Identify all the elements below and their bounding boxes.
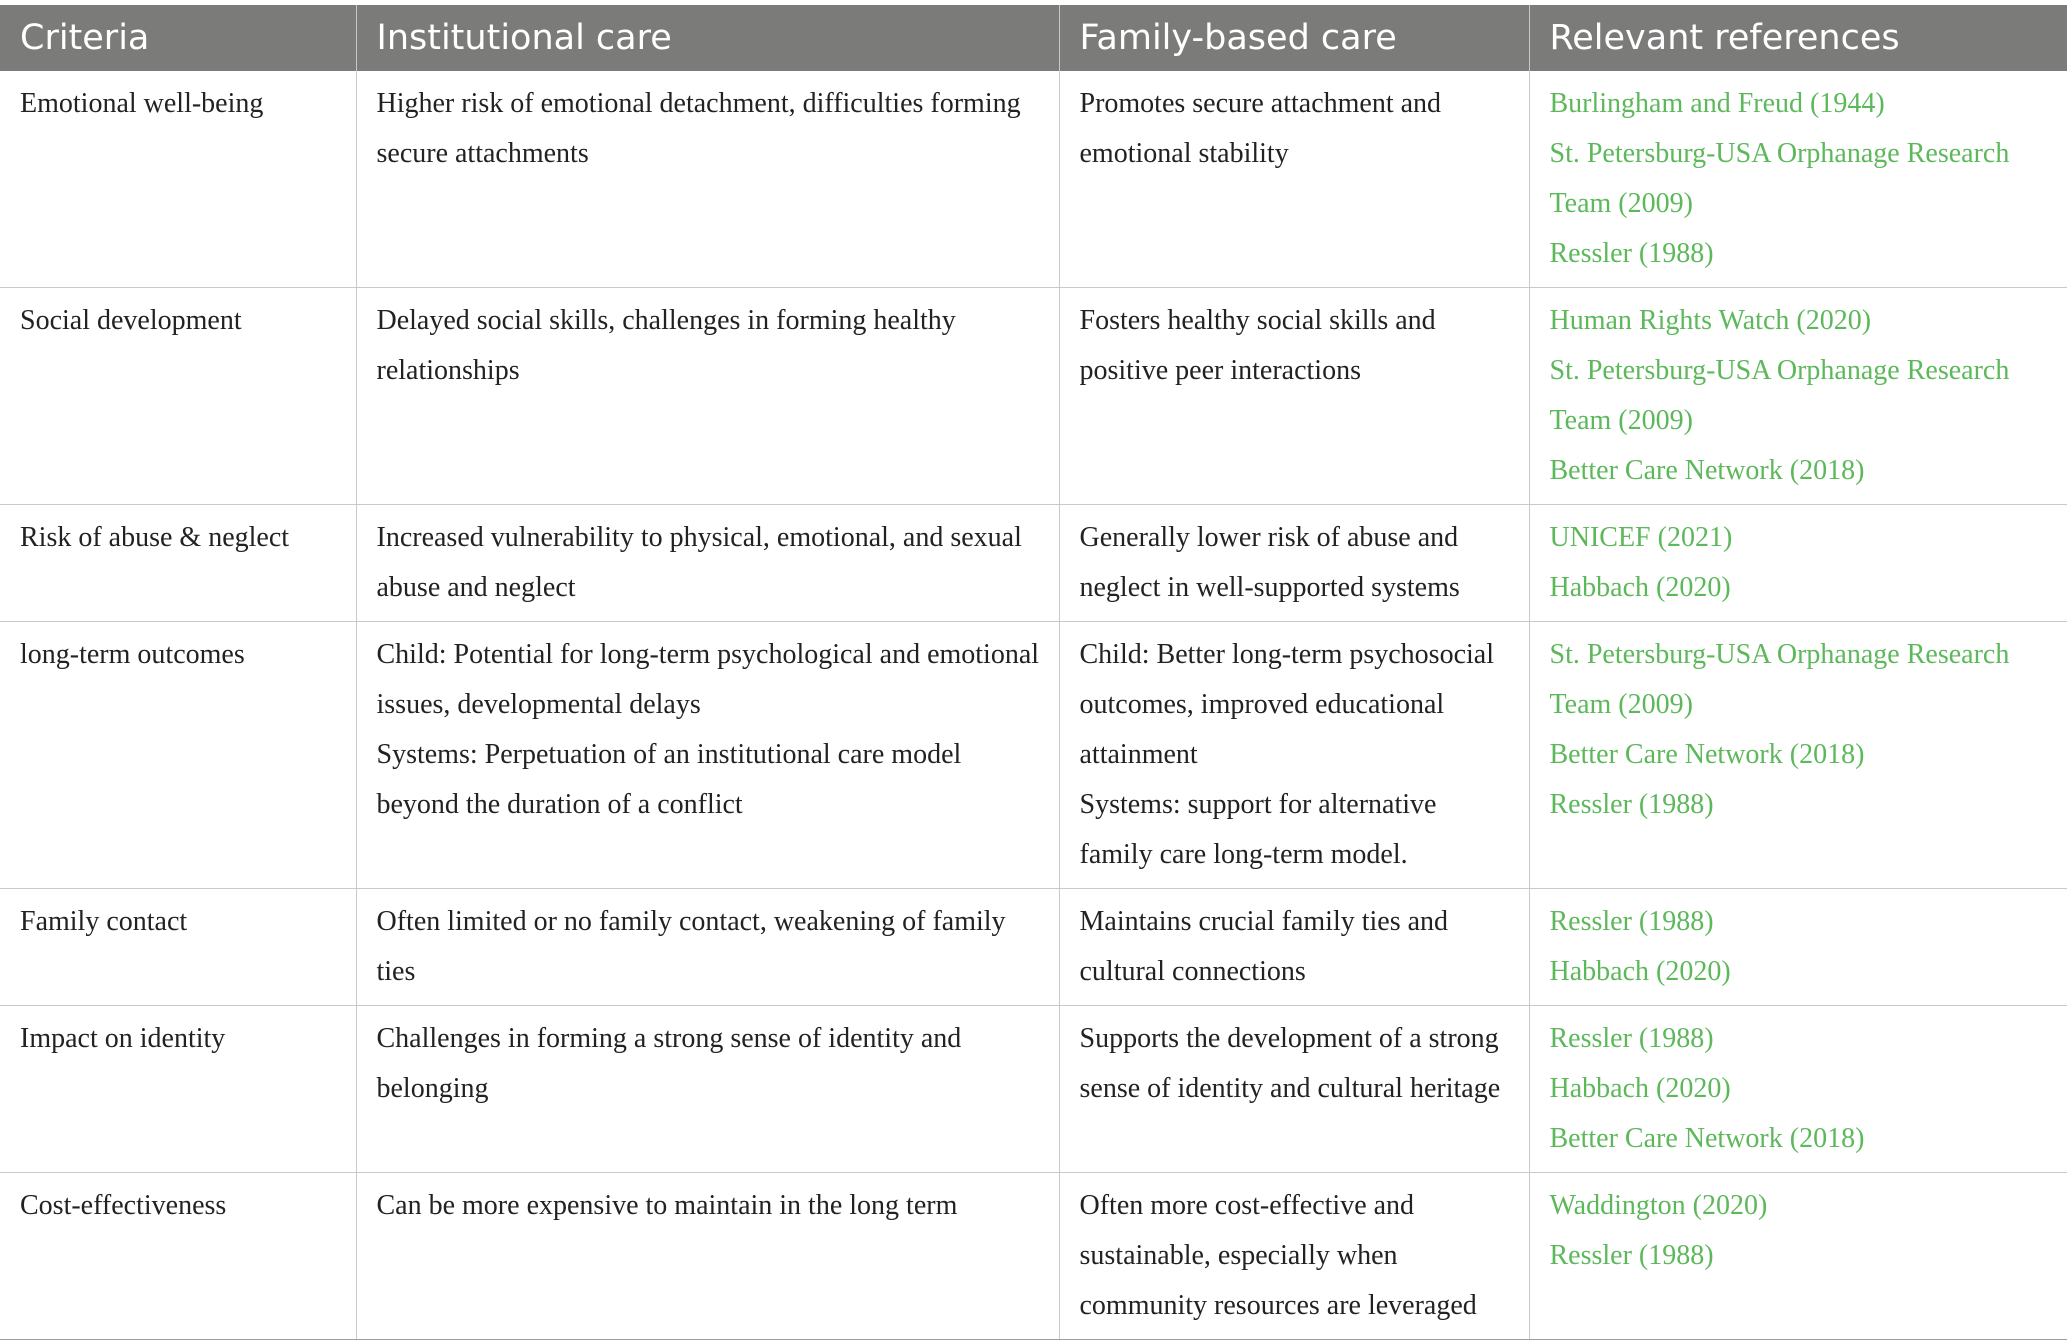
family-based-care-text: Often more cost-effective and sustainable, especially when community resources are leveraged xyxy=(1079,1190,1477,1321)
table-row xyxy=(0,1173,2067,1340)
family-based-care-cell xyxy=(1059,505,1529,622)
table-row xyxy=(0,505,2067,622)
family-based-care-text: Generally lower risk of abuse and neglect in well-supported systems xyxy=(1079,522,1460,603)
family-based-care-text: Promotes secure attachment and emotional stability xyxy=(1079,88,1442,169)
reference-link[interactable]: Better Care Network (2018) xyxy=(1549,1123,1865,1154)
reference-link[interactable]: Habbach (2020) xyxy=(1549,1073,1731,1104)
family-based-care-cell xyxy=(1059,71,1529,288)
institutional-care-text: Can be more expensive to maintain in the long term xyxy=(376,1190,958,1221)
references-cell xyxy=(1529,288,2067,505)
reference-link[interactable]: Burlingham and Freud (1944) xyxy=(1549,88,1885,119)
reference-link[interactable]: Ressler (1988) xyxy=(1549,238,1714,269)
family-based-care-cell xyxy=(1059,1173,1529,1340)
table-row xyxy=(0,622,2067,889)
reference-link[interactable]: Waddington (2020) xyxy=(1549,1190,1768,1221)
family-based-care-cell xyxy=(1059,889,1529,1006)
comparison-table xyxy=(0,5,2067,1340)
table-header xyxy=(0,5,2067,71)
criteria-cell: Emotional well-being xyxy=(0,71,356,288)
reference-link[interactable]: Better Care Network (2018) xyxy=(1549,739,1865,770)
header-criteria: Criteria xyxy=(0,5,356,71)
table-row xyxy=(0,1006,2067,1173)
table-row xyxy=(0,288,2067,505)
institutional-care-cell xyxy=(356,71,1059,288)
reference-link[interactable]: Ressler (1988) xyxy=(1549,1240,1714,1271)
family-based-care-text: Systems: support for alternative family care long-term model. xyxy=(1079,789,1437,870)
institutional-care-text: Challenges in forming a strong sense of identity and belonging xyxy=(376,1023,962,1104)
reference-link[interactable]: Ressler (1988) xyxy=(1549,789,1714,820)
reference-link[interactable]: St. Petersburg-USA Orphanage Research Team (2009) xyxy=(1549,639,2010,720)
reference-link[interactable]: Ressler (1988) xyxy=(1549,1023,1714,1054)
institutional-care-text: Child: Potential for long-term psychological and emotional issues, developmental delays xyxy=(376,639,1040,720)
criteria-cell: Impact on identity xyxy=(0,1006,356,1173)
family-based-care-text: Maintains crucial family ties and cultural connections xyxy=(1079,906,1449,987)
references-cell xyxy=(1529,505,2067,622)
institutional-care-text: Increased vulnerability to physical, emotional, and sexual abuse and neglect xyxy=(376,522,1022,603)
header-row xyxy=(0,5,2067,71)
family-based-care-text: Supports the development of a strong sense of identity and cultural heritage xyxy=(1079,1023,1501,1104)
family-based-care-cell xyxy=(1059,622,1529,889)
header-family-based-care: Family-based care xyxy=(1059,5,1529,71)
reference-link[interactable]: St. Petersburg-USA Orphanage Research Team (2009) xyxy=(1549,355,2010,436)
reference-link[interactable]: Better Care Network (2018) xyxy=(1549,455,1865,486)
table-row xyxy=(0,889,2067,1006)
reference-link[interactable]: Ressler (1988) xyxy=(1549,906,1714,937)
criteria-cell: Social development xyxy=(0,288,356,505)
criteria-cell: Family contact xyxy=(0,889,356,1006)
family-based-care-cell xyxy=(1059,1006,1529,1173)
institutional-care-text: Systems: Perpetuation of an institutional care model beyond the duration of a conflict xyxy=(376,739,962,820)
reference-link[interactable]: Human Rights Watch (2020) xyxy=(1549,305,1872,336)
table-body xyxy=(0,71,2067,1340)
criteria-cell: Risk of abuse & neglect xyxy=(0,505,356,622)
institutional-care-cell xyxy=(356,622,1059,889)
table-row xyxy=(0,71,2067,288)
reference-link[interactable]: Habbach (2020) xyxy=(1549,572,1731,603)
references-cell xyxy=(1529,71,2067,288)
references-cell xyxy=(1529,1006,2067,1173)
references-cell xyxy=(1529,1173,2067,1340)
reference-link[interactable]: St. Petersburg-USA Orphanage Research Team (2009) xyxy=(1549,138,2010,219)
reference-link[interactable]: Habbach (2020) xyxy=(1549,956,1731,987)
references-cell xyxy=(1529,622,2067,889)
criteria-cell: Cost-effectiveness xyxy=(0,1173,356,1340)
family-based-care-text: Child: Better long-term psychosocial outcomes, improved educational attainment xyxy=(1079,639,1494,770)
institutional-care-cell xyxy=(356,1173,1059,1340)
references-cell xyxy=(1529,889,2067,1006)
criteria-cell: long-term outcomes xyxy=(0,622,356,889)
family-based-care-text: Fosters healthy social skills and positive peer interactions xyxy=(1079,305,1436,386)
institutional-care-text: Delayed social skills, challenges in forming healthy relationships xyxy=(376,305,956,386)
institutional-care-cell xyxy=(356,889,1059,1006)
institutional-care-text: Higher risk of emotional detachment, difficulties forming secure attachments xyxy=(376,88,1021,169)
institutional-care-cell xyxy=(356,1006,1059,1173)
institutional-care-cell xyxy=(356,505,1059,622)
reference-link[interactable]: UNICEF (2021) xyxy=(1549,522,1733,553)
header-relevant-references: Relevant references xyxy=(1529,5,2067,71)
institutional-care-cell xyxy=(356,288,1059,505)
family-based-care-cell xyxy=(1059,288,1529,505)
header-institutional-care: Institutional care xyxy=(356,5,1059,71)
institutional-care-text: Often limited or no family contact, weakening of family ties xyxy=(376,906,1006,987)
